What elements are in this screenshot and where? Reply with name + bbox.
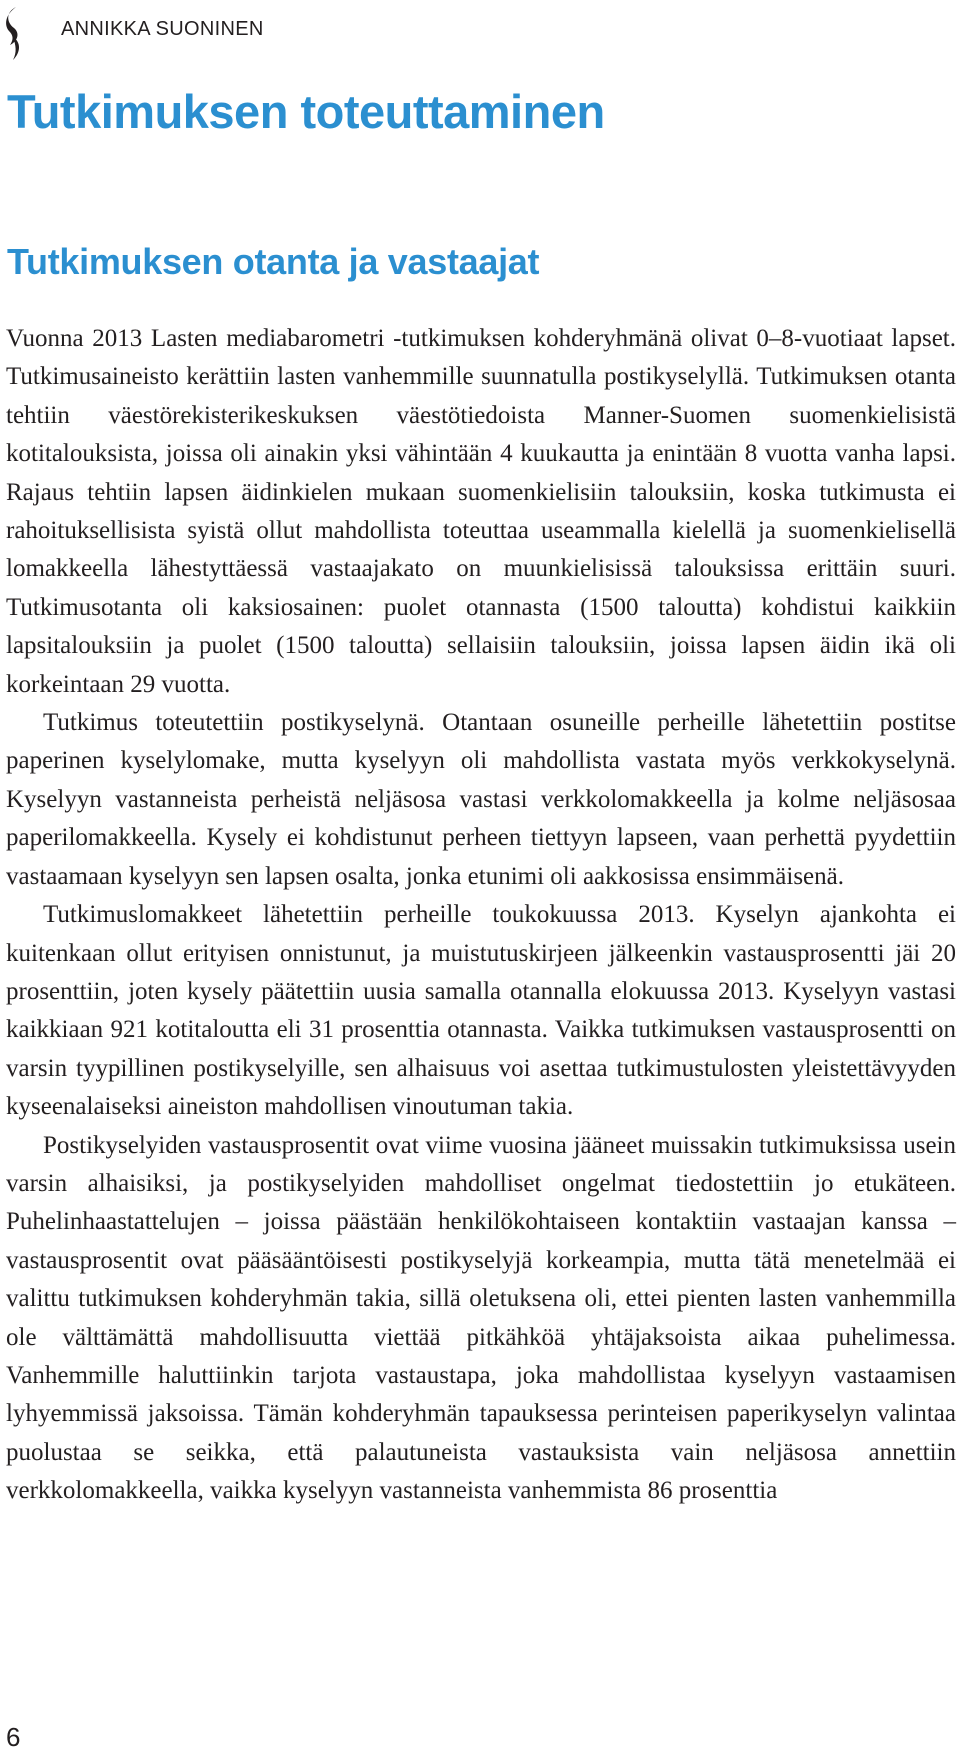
running-header-author: ANNIKKA SUONINEN — [61, 18, 264, 40]
page-number: 6 — [6, 1722, 21, 1752]
paragraph: Postikyselyiden vastausprosentit ovat viime vuosina jääneet muissakin tutkimuksissa usein varsin alhaisiksi, ja postikyselyiden mahdolliset ongelmat tiedostettiin jo etukäteen. Puhelinhaastattelujen – joissa päästään henkilökohtaiseen kontaktiin vastaajan kanssa – vastausprosentit ovat pääsääntöisesti postikyselyjä korkeampia, mutta tätä menetelmää ei valittu tutkimuksen kohderyhmän takia, sillä oletuksena oli, ettei pienten lasten vanhemmilla ole välttämättä mahdollisuutta viettää pitkähköä yhtäjaksoista aikaa puhelimessa. Vanhemmille haluttiinkin tarjota vastaustapa, joka mahdollistaa kyselyyn vastaamisen lyhyemmissä jaksoissa. Tämän kohderyhmän tapauksessa perinteisen paperikyselyn valintaa puolustaa se seikka, että palautuneista vastauksista vain neljäsosa annettiin verkkolomakkeella, vaikka kyselyyn vastanneista vanhemmista 86 prosenttia — [6, 1131, 956, 1505]
chapter-title: Tutkimuksen toteuttaminen — [7, 85, 605, 138]
body-text — [6, 320, 956, 1511]
publisher-logo-icon — [4, 4, 24, 64]
section-title: Tutkimuksen otanta ja vastaajat — [7, 241, 540, 282]
paragraph: Vuonna 2013 Lasten mediabarometri -tutkimuksen kohderyhmänä olivat 0–8-vuotiaat lapset. Tutkimusaineisto kerättiin lasten vanhemmille suunnatulla postikyselyllä. Tutkimuksen otanta tehtiin väestörekisterikeskuksen väestötiedoista Manner-Suomen suomenkielisistä kotitalouksista, joissa oli ainakin yksi vähintään 4 kuukautta ja enintään 8 vuotta vanha lapsi. Rajaus tehtiin lapsen äidinkielen mukaan suomenkielisiin talouksiin, koska tutkimusta ei rahoituksellisista syistä ollut mahdollista toteuttaa useammalla kielellä ja suomenkielisellä lomakkeella lähestyttäessä vastaajakato on muunkielisissä talouksissa erittäin suuri. Tutkimusotanta oli kaksiosainen: puolet otannasta (1500 taloutta) kohdistui kaikkiin lapsitalouksiin ja puolet (1500 taloutta) sellaisiin talouksiin, joissa lapsen äidin ikä oli korkeintaan 29 vuotta. — [6, 325, 956, 698]
paragraph: Tutkimuslomakkeet lähetettiin perheille toukokuussa 2013. Kyselyn ajankohta ei kuitenkaan ollut erityisen onnistunut, ja muistutuskirjeen jälkeenkin vastausprosentti jäi 20 prosenttiin, joten kysely päätettiin uusia samalla otannalla elokuussa 2013. Kyselyyn vastasi kaikkiaan 921 kotitaloutta eli 31 prosenttia otannasta. Vaikka tutkimuksen vastausprosentti on varsin tyypillinen postikyselyille, sen alhaisuus voi asettaa tutkimustulosten yleistettävyyden kyseenalaiseksi aineiston mahdollisen vinoutuman takia. — [6, 901, 956, 1121]
paragraph: Tutkimus toteutettiin postikyselynä. Otantaan osuneille perheille lähetettiin postitse paperinen kyselylomake, mutta kyselyyn oli mahdollista vastata myös verkkokyselynä. Kyselyyn vastanneista perheistä neljäsosa vastasi verkkolomakkeella ja kolme neljäsosaa paperilomakkeella. Kysely ei kohdistunut perheen tiettyyn lapseen, vaan perhettä pyydettiin vastaamaan kyselyyn sen lapsen osalta, jonka etunimi oli aakkosissa ensimmäisenä. — [6, 709, 956, 890]
